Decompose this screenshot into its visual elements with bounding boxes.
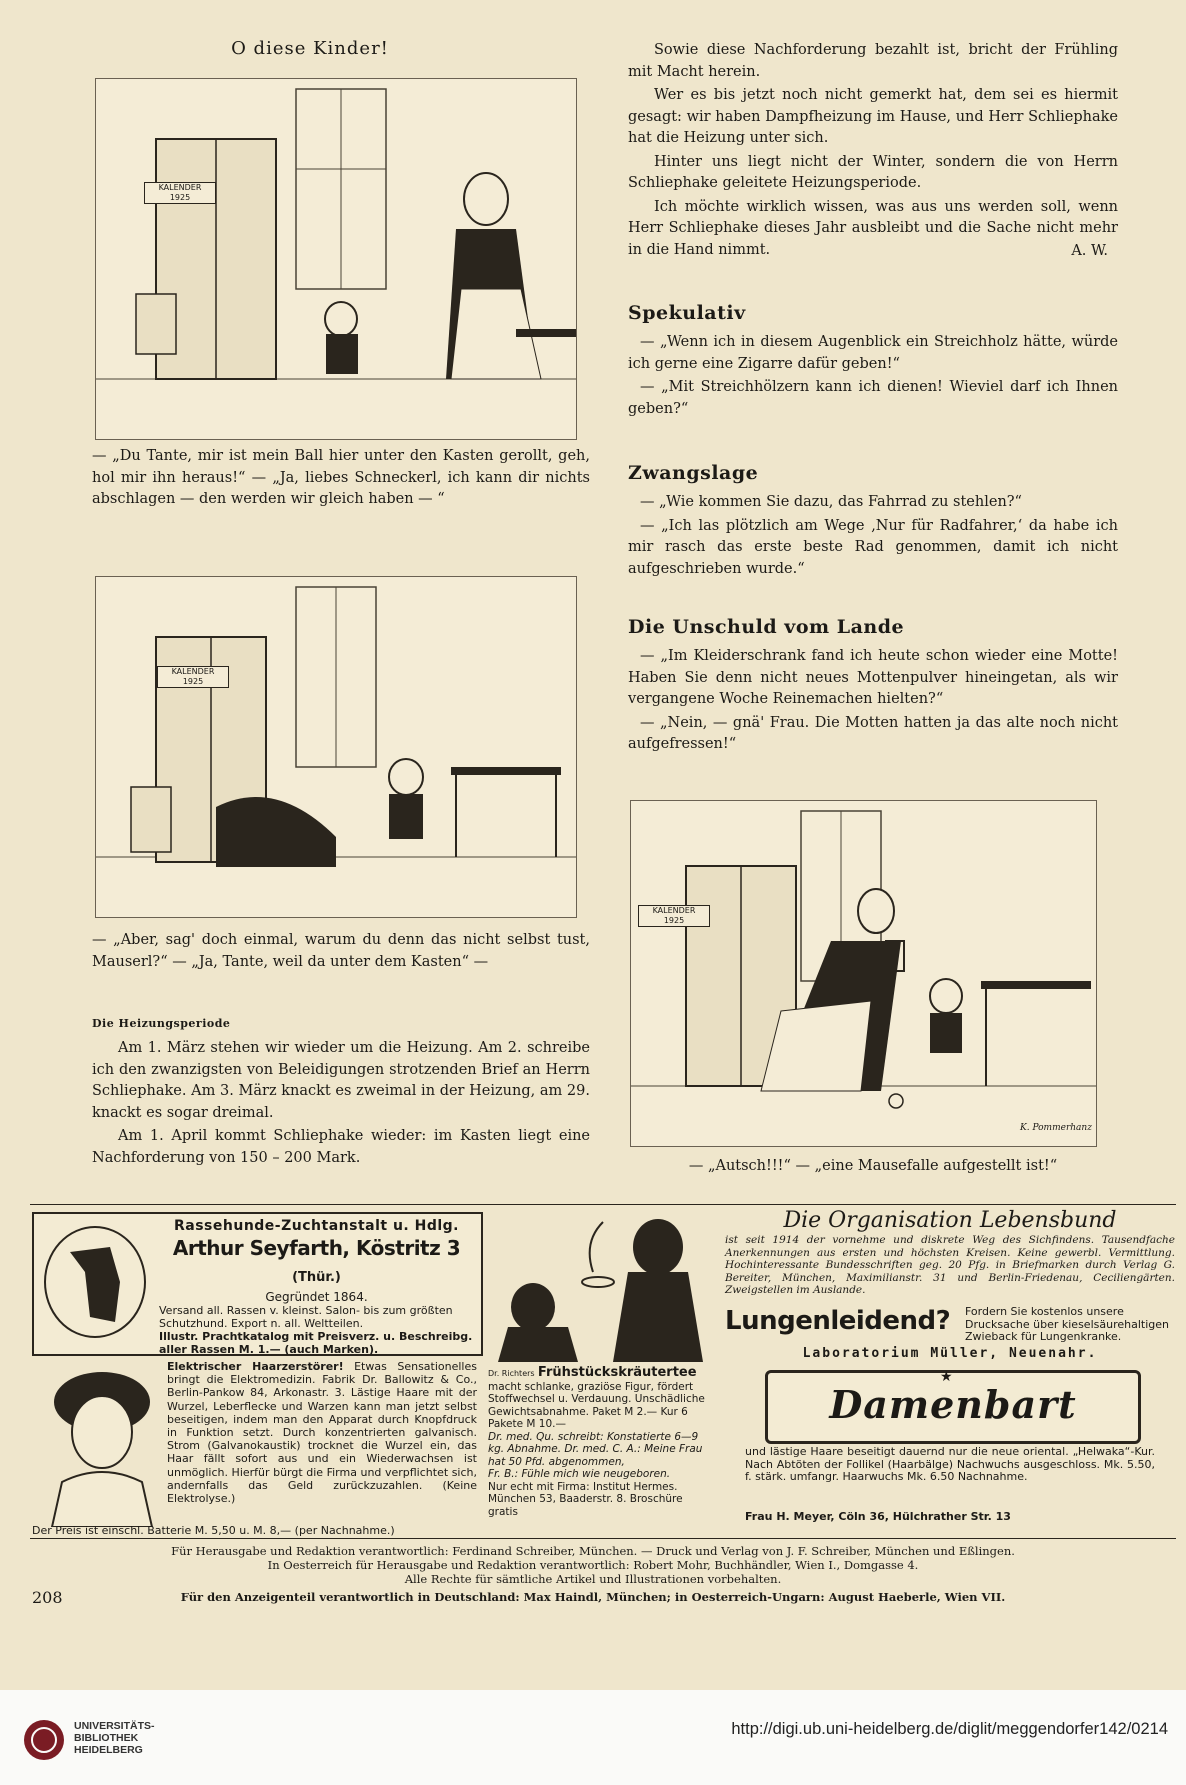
caption-1: — „Du Tante, mir ist mein Ball hier unter den Kasten gerollt, geh, hol mir ihn heraus!“ — „Ja, liebes Schneckerl, ich kann dir nichts abschlagen — den werden wir gleich haben — “ bbox=[92, 448, 590, 507]
dialogue-line: — „Im Kleiderschrank fand ich heute schon wieder eine Motte! Haben Sie denn nicht neues Mottenpulver hineingetan, als wir vergangene Woche Reinemachen hielten?“ bbox=[628, 648, 1118, 707]
dog-ad-founded: Gegründet 1864. bbox=[265, 1290, 368, 1304]
section-heading-heizung: Die Heizungsperiode bbox=[92, 1017, 231, 1030]
lungen-text: Fordern Sie kostenlos unsere Drucksache über kieselsäurehaltigen Zwieback für Lungenkranke. bbox=[965, 1305, 1169, 1343]
tea-ad-quote1: Dr. med. Qu. schreibt: Konstatierte 6—9 kg. Abnahme. Dr. med. C. A.: Meine Frau hat 50 Pfd. abgenommen, bbox=[488, 1430, 703, 1468]
caption-3: — „Autsch!!!“ — „eine Mausefalle aufgestellt ist!“ bbox=[688, 1158, 1058, 1174]
artist-signature: K. Pommerhanz bbox=[1020, 1123, 1092, 1133]
library-name-line2: BIBLIOTHEK bbox=[74, 1732, 139, 1744]
tea-illustration-icon bbox=[488, 1212, 716, 1362]
paragraph: Sowie diese Nachforderung bezahlt ist, bricht der Frühling mit Macht herein. bbox=[628, 42, 1118, 80]
hair-ad-head: Elektrischer Haarzerstörer! bbox=[167, 1360, 344, 1373]
library-seal-icon bbox=[22, 1718, 66, 1762]
paragraph: Ich möchte wirklich wissen, was aus uns werden soll, wenn Herr Schliephake dieses Jahr ausbleibt und die Sache nicht mehr in die Hand nimmt. bbox=[628, 198, 1118, 258]
calendar-label: KALENDER bbox=[171, 667, 215, 676]
section-unschuld bbox=[628, 646, 1118, 758]
permalink-url[interactable]: http://digi.ub.uni-heidelberg.de/diglit/meggendorfer142/0214 bbox=[731, 1720, 1168, 1738]
paragraph: Hinter uns liegt nicht der Winter, sondern die von Herrn Schliephake geleitete Heizungsperiode. bbox=[628, 153, 1118, 191]
calendar-year: 1925 bbox=[169, 193, 191, 202]
woman-portrait-icon bbox=[42, 1362, 162, 1527]
dialogue-line: — „Wenn ich in diesem Augenblick ein Streichholz hätte, würde ich gerne eine Zigarre dafür geben!“ bbox=[628, 334, 1118, 372]
section-spekulativ bbox=[628, 332, 1118, 422]
damenbart-logo-box bbox=[765, 1370, 1141, 1444]
calendar-sign-2 bbox=[157, 666, 229, 688]
dog-head-icon bbox=[40, 1222, 150, 1342]
caption-2: — „Aber, sag' doch einmal, warum du denn das nicht selbst tust, Mauserl?“ — „Ja, Tante, weil da unter dem Kasten“ — bbox=[92, 932, 590, 970]
heading-unschuld: Die Unschuld vom Lande bbox=[628, 616, 905, 638]
dog-ad-text1: Versand all. Rassen v. kleinst. Salon- bis zum größten Schutzhund. Export n. all. Weltteilen. bbox=[159, 1304, 453, 1330]
lebensbund-title: Die Organisation Lebensbund bbox=[783, 1208, 1117, 1233]
ad-lebensbund bbox=[725, 1208, 1175, 1298]
heading-zwangslage: Zwangslage bbox=[628, 462, 759, 484]
dog-ad-line1: Rassehunde-Zuchtanstalt u. Hdlg. bbox=[174, 1218, 459, 1234]
heading-spekulativ: Spekulativ bbox=[628, 302, 746, 324]
calendar-label: KALENDER bbox=[158, 183, 202, 192]
illustration-mousetrap bbox=[630, 800, 1097, 1147]
footer-line4: Für den Anzeigenteil verantwortlich in Deutschland: Max Haindl, München; in Oesterreich-Ungarn: August Haeberle, Wien VII. bbox=[180, 1590, 1006, 1604]
calendar-year: 1925 bbox=[663, 916, 685, 925]
paragraph: Wer es bis jetzt noch nicht gemerkt hat, dem sei es hiermit gesagt: wir haben Dampfheizung im Hause, und Herr Schliephake hat die Heizung unter sich. bbox=[628, 87, 1118, 146]
illustration-aunt-and-boy bbox=[95, 78, 577, 440]
article-title: O diese Kinder! bbox=[231, 38, 389, 59]
footer-line2: In Oesterreich für Herausgabe und Redaktion verantwortlich: Robert Mohr, Buchhändler, Wien I., Domgasse 4. bbox=[267, 1558, 919, 1572]
ad-damenbart bbox=[725, 1370, 1175, 1536]
library-name-line1: UNIVERSITÄTS- bbox=[74, 1720, 155, 1732]
section-zwangslage bbox=[628, 492, 1118, 582]
tea-ad-brand: Frühstückskräutertee bbox=[537, 1365, 697, 1380]
footer-line3: Alle Rechte für sämtliche Artikel und Illustrationen vorbehalten. bbox=[404, 1572, 782, 1586]
library-footer-bar bbox=[0, 1690, 1186, 1785]
lebensbund-text: ist seit 1914 der vornehme und diskrete Weg des Sichfindens. Tausendfache Anerkennungen aus ersten und höchsten Kreisen. Keine gewerbl. Vermittlung. Hochinteressante Bundesschriften geg. 20 Pfg. in Briefmarken durch Verlag G. Bereiter, München, Maximilianstr. 31 und Berlin-Friedenau, Ceciliengärten. Zweigstellen im Auslande. bbox=[725, 1234, 1175, 1296]
tea-ad-quote2: Fr. B.: Fühle mich wie neugeboren. bbox=[488, 1468, 671, 1480]
dialogue-line: — „Mit Streichhölzern kann ich dienen! Wieviel darf ich Ihnen geben?“ bbox=[628, 379, 1118, 417]
tea-ad-company: Nur echt mit Firma: Institut Hermes. München 53, Baaderstr. 8. Broschüre gratis bbox=[488, 1480, 683, 1518]
dialogue-line: — „Ich las plötzlich am Wege ‚Nur für Radfahrer,‘ da habe ich mir rasch das erste beste Rad genommen, damit ich nicht aufgeschrieben wurde.“ bbox=[628, 517, 1118, 577]
tea-ad-brand-prefix: Dr. Richters bbox=[488, 1369, 535, 1378]
dog-ad-name: Arthur Seyfarth, Köstritz 3 bbox=[172, 1236, 461, 1260]
calendar-label: KALENDER bbox=[652, 906, 696, 915]
dialogue-line: — „Nein, — gnä' Frau. Die Motten hatten ja das alte noch nicht aufgefressen!“ bbox=[628, 714, 1118, 752]
calendar-sign-3 bbox=[638, 905, 710, 927]
dog-ad-text2: Illustr. Prachtkatalog mit Preisverz. u. Beschreibg. aller Rassen M. 1.— (auch Marken). bbox=[159, 1330, 473, 1356]
dialogue-line: — „Wie kommen Sie dazu, das Fahrrad zu stehlen?“ bbox=[640, 494, 1022, 510]
damenbart-logo: Damenbart bbox=[829, 1382, 1077, 1427]
ad-dog-breeder bbox=[32, 1212, 483, 1356]
calendar-year: 1925 bbox=[182, 677, 204, 686]
dog-ad-place: (Thür.) bbox=[292, 1270, 341, 1285]
ads-bottom-rule bbox=[30, 1538, 1176, 1539]
star-icon: ★ bbox=[940, 1369, 953, 1385]
footer-line1: Für Herausgabe und Redaktion verantwortlich: Ferdinand Schreiber, München. — Druck und Verlag von J. F. Schreiber, München und Eßlingen. bbox=[171, 1544, 1015, 1558]
lungen-headline: Lungenleidend? bbox=[725, 1306, 951, 1336]
ad-hair-remover bbox=[32, 1358, 479, 1536]
calendar-sign-1 bbox=[144, 182, 216, 204]
lungen-lab: Laboratorium Müller, Neuenahr. bbox=[802, 1346, 1098, 1361]
tea-ad-text: macht schlanke, graziöse Figur, fördert Stoffwechsel u. Verdauung. Unschädliche Gewichtsabnahme. Paket M 2.— Kur 6 Pakete M 10.— bbox=[488, 1380, 705, 1430]
hair-ad-price: Der Preis ist einschl. Batterie M. 5,50 u. M. 8,— (per Nachnahme.) bbox=[32, 1524, 395, 1537]
ads-top-rule bbox=[30, 1204, 1176, 1205]
illustration-aunt-under-cabinet bbox=[95, 576, 577, 918]
damenbart-text: und lästige Haare beseitigt dauernd nur die neue oriental. „Helwaka“-Kur. Nach Abtöten der Follikel (Haarbälge) Nachwuchs ausgeschloss. Mk. 5.50, f. stärk. umfangr. Haarwuchs Mk. 6.50 Nachnahme. bbox=[745, 1445, 1155, 1484]
page-number: 208 bbox=[32, 1588, 63, 1607]
library-name-line3: HEIDELBERG bbox=[74, 1744, 143, 1756]
damenbart-address: Frau H. Meyer, Cöln 36, Hülchrather Str. 13 bbox=[745, 1510, 1011, 1523]
article-signature: A. W. bbox=[1071, 243, 1108, 259]
left-article-body bbox=[92, 1038, 590, 1171]
right-article-body bbox=[628, 40, 1118, 263]
hair-ad-text: Etwas Sensationelles bringt die Elektromedizin. Fabrik Dr. Ballowitz & Co., Berlin-Pankow 84, Arkonastr. 3. Lästige Haare mit der Wurzel, Leberflecke und Warzen kann man jetzt selbst beseitigen, indem man den Apparat durch Knopfdruck in Funktion setzt. Durch konzentrierten galvanisch. Strom (Galvanokaustik) trocknet die Wurzel ein, das Haar fällt sofort aus und ein Wiederwachsen ist unmöglich. Hierfür bürgt die Firma und verpflichtet sich, andernfalls das Geld zurückzuzahlen. (Keine Elektrolyse.) bbox=[167, 1360, 477, 1506]
ad-lungen bbox=[725, 1304, 1175, 1364]
ad-tea bbox=[488, 1212, 716, 1534]
paragraph: Am 1. März stehen wir wieder um die Heizung. Am 2. schreibe ich den zwanzigsten von Beleidigungen strotzenden Brief an Herrn Schliephake. Am 3. März knackt es zweimal in der Heizung, am 29. knackt es sogar dreimal. bbox=[92, 1040, 590, 1121]
paragraph: Am 1. April kommt Schliephake wieder: im Kasten liegt eine Nachforderung von 150 – 200 Mark. bbox=[92, 1128, 590, 1166]
